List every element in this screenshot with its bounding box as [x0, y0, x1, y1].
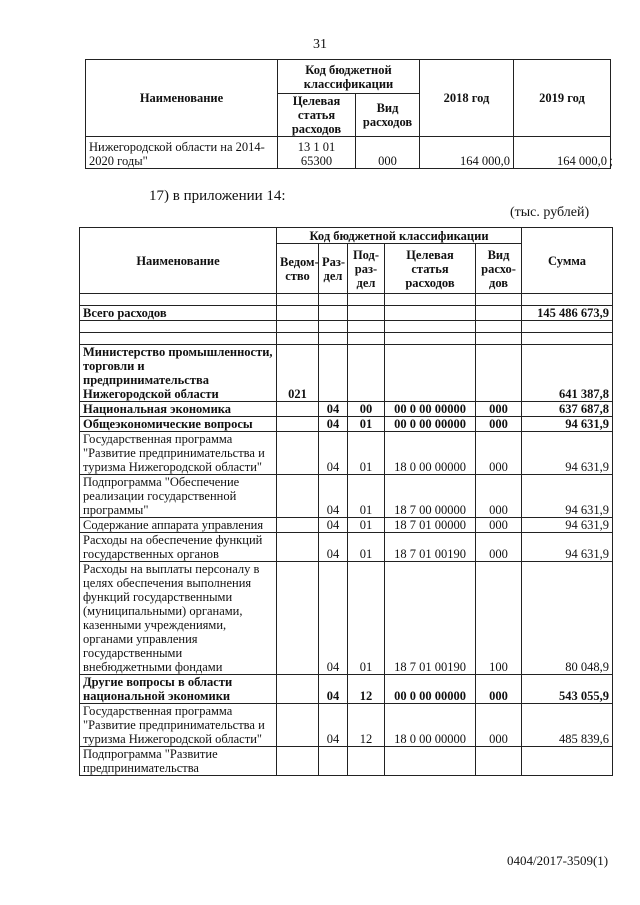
- cell-dept: [277, 475, 319, 518]
- header-kind: Вид расходов: [356, 94, 420, 137]
- page-number: 31: [313, 37, 327, 52]
- cell-name: Национальная экономика: [80, 402, 277, 417]
- cell-subsection: 01: [348, 475, 385, 518]
- table-row: [80, 306, 613, 321]
- cell-section: [319, 345, 348, 402]
- table-row: [80, 402, 613, 417]
- cell-section: 04: [319, 518, 348, 533]
- cell-name: Подпрограмма "Развитие предпринимательства: [80, 747, 277, 776]
- cell-kind: [476, 747, 522, 776]
- cell-sum: [522, 747, 613, 776]
- cell-subsection: 01: [348, 518, 385, 533]
- cell-dept: [277, 747, 319, 776]
- cell-sum: 145 486 673,9: [522, 306, 613, 321]
- header-target: Целевая статья расходов: [278, 94, 356, 137]
- spacer-row: [80, 333, 613, 345]
- row-2019: 164 000,0: [514, 137, 611, 169]
- header-code-group: Код бюджетной классификации: [278, 60, 420, 94]
- cell-kind: 000: [476, 675, 522, 704]
- cell-dept: [277, 675, 319, 704]
- cell-sum: 94 631,9: [522, 475, 613, 518]
- header-name: Наименование: [86, 60, 278, 137]
- cell-sum: 641 387,8: [522, 345, 613, 402]
- table-row: [80, 675, 613, 704]
- row-target: 13 1 01 65300: [278, 137, 356, 169]
- cell-name: Подпрограмма "Обеспечение реализации государственной программы": [80, 475, 277, 518]
- cell-target: 00 0 00 00000: [385, 675, 476, 704]
- table-row: [86, 137, 611, 169]
- trailing-semicolon: ;: [609, 154, 613, 169]
- header-target: Целевая статья расходов: [385, 244, 476, 294]
- header-kind: Вид расхо-дов: [476, 244, 522, 294]
- cell-dept: 021: [277, 345, 319, 402]
- section-title: 17) в приложении 14:: [149, 188, 286, 204]
- cell-name: Общеэкономические вопросы: [80, 417, 277, 432]
- document-code: 0404/2017-3509(1): [507, 853, 609, 868]
- cell-dept: [277, 417, 319, 432]
- cell-target: [385, 345, 476, 402]
- cell-subsection: [348, 747, 385, 776]
- cell-target: 18 7 00 00000: [385, 475, 476, 518]
- cell-kind: 000: [476, 518, 522, 533]
- cell-sum: 637 687,8: [522, 402, 613, 417]
- cell-name: Всего расходов: [80, 306, 277, 321]
- cell-sum: 94 631,9: [522, 533, 613, 562]
- cell-section: 04: [319, 432, 348, 475]
- table-row: [80, 518, 613, 533]
- cell-sum: 485 839,6: [522, 704, 613, 747]
- cell-subsection: 01: [348, 562, 385, 675]
- cell-section: 04: [319, 402, 348, 417]
- cell-kind: [476, 306, 522, 321]
- cell-subsection: [348, 345, 385, 402]
- cell-section: 04: [319, 562, 348, 675]
- cell-subsection: 01: [348, 432, 385, 475]
- table-row: [80, 704, 613, 747]
- cell-section: [319, 306, 348, 321]
- table-row: [80, 432, 613, 475]
- cell-subsection: 12: [348, 675, 385, 704]
- table-row: [80, 562, 613, 675]
- cell-target: [385, 747, 476, 776]
- cell-target: [385, 306, 476, 321]
- cell-name: Содержание аппарата управления: [80, 518, 277, 533]
- cell-target: 18 0 00 00000: [385, 704, 476, 747]
- header-sum: Сумма: [522, 228, 613, 294]
- cell-dept: [277, 306, 319, 321]
- cell-kind: 000: [476, 417, 522, 432]
- table-row: [80, 417, 613, 432]
- cell-sum: 94 631,9: [522, 518, 613, 533]
- cell-subsection: 00: [348, 402, 385, 417]
- cell-sum: 543 055,9: [522, 675, 613, 704]
- cell-subsection: 12: [348, 704, 385, 747]
- header-dept: Ведом-ство: [277, 244, 319, 294]
- header-code-group: Код бюджетной классификации: [277, 228, 522, 244]
- header-section: Раз-дел: [319, 244, 348, 294]
- cell-target: 18 7 01 00000: [385, 518, 476, 533]
- row-kind: 000: [356, 137, 420, 169]
- cell-dept: [277, 533, 319, 562]
- cell-subsection: 01: [348, 533, 385, 562]
- header-name: Наименование: [80, 228, 277, 294]
- cell-section: [319, 747, 348, 776]
- cell-name: Министерство промышленности, торговли и предпринимательства Нижегородской области: [80, 345, 277, 402]
- cell-kind: [476, 345, 522, 402]
- cell-name: Расходы на выплаты персоналу в целях обеспечения выполнения функций государственными (муниципальными) органами, казенными учреждениями, органами управления государственными внебюджетными фондами: [80, 562, 277, 675]
- spacer-row: [80, 321, 613, 333]
- cell-sum: 94 631,9: [522, 417, 613, 432]
- header-2019: 2019 год: [514, 60, 611, 137]
- cell-kind: 000: [476, 704, 522, 747]
- cell-target: 18 7 01 00190: [385, 533, 476, 562]
- cell-kind: 000: [476, 402, 522, 417]
- cell-target: 00 0 00 00000: [385, 417, 476, 432]
- cell-name: Государственная программа "Развитие предпринимательства и туризма Нижегородской области": [80, 432, 277, 475]
- table-continued: [85, 59, 611, 169]
- cell-kind: 000: [476, 475, 522, 518]
- table-row: [80, 475, 613, 518]
- cell-sum: 94 631,9: [522, 432, 613, 475]
- cell-dept: [277, 562, 319, 675]
- cell-dept: [277, 518, 319, 533]
- cell-section: 04: [319, 675, 348, 704]
- table-row: [80, 747, 613, 776]
- cell-dept: [277, 402, 319, 417]
- cell-kind: 000: [476, 432, 522, 475]
- header-subsection: Под-раз-дел: [348, 244, 385, 294]
- row-2018: 164 000,0: [420, 137, 514, 169]
- cell-section: 04: [319, 533, 348, 562]
- cell-section: 04: [319, 704, 348, 747]
- cell-target: 00 0 00 00000: [385, 402, 476, 417]
- units-label: (тыс. рублей): [510, 205, 590, 220]
- table-row: [80, 345, 613, 402]
- cell-dept: [277, 432, 319, 475]
- cell-dept: [277, 704, 319, 747]
- cell-section: 04: [319, 417, 348, 432]
- cell-kind: 100: [476, 562, 522, 675]
- cell-sum: 80 048,9: [522, 562, 613, 675]
- cell-name: Расходы на обеспечение функций государственных органов: [80, 533, 277, 562]
- spacer-row: [80, 294, 613, 306]
- row-name: Нижегородской области на 2014-2020 годы": [86, 137, 278, 169]
- cell-target: 18 7 01 00190: [385, 562, 476, 675]
- cell-kind: 000: [476, 533, 522, 562]
- cell-subsection: 01: [348, 417, 385, 432]
- budget-table: [79, 227, 613, 776]
- cell-subsection: [348, 306, 385, 321]
- cell-name: Другие вопросы в области национальной экономики: [80, 675, 277, 704]
- cell-section: 04: [319, 475, 348, 518]
- cell-name: Государственная программа "Развитие предпринимательства и туризма Нижегородской области": [80, 704, 277, 747]
- table-row: [80, 533, 613, 562]
- cell-target: 18 0 00 00000: [385, 432, 476, 475]
- header-2018: 2018 год: [420, 60, 514, 137]
